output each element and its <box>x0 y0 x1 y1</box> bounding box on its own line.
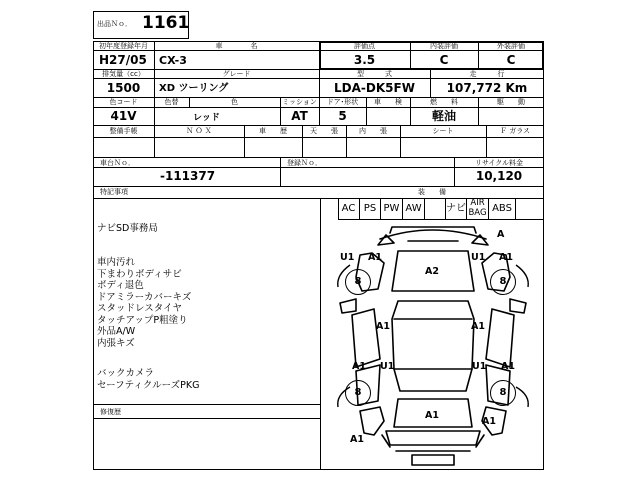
special-note: バックカメラ <box>97 368 155 379</box>
interior-score-label: 内装評価 <box>430 42 458 50</box>
damage-mark: A1 <box>368 252 382 263</box>
damage-mark: A1 <box>376 321 390 332</box>
interior-trim-label: 内 張 <box>359 127 387 135</box>
ceiling-label: 天 張 <box>310 127 338 135</box>
equipment-item: PW <box>381 199 403 219</box>
fuel-value: 軽油 <box>431 109 456 123</box>
glass-label: Ｆ ガラス <box>499 127 530 135</box>
equipment-item: AW <box>403 199 425 219</box>
equipment-item: PS <box>360 199 381 219</box>
tire-rear-left: 8 <box>345 380 371 406</box>
special-note: 外品A/W <box>97 326 136 337</box>
equipment-item <box>425 199 446 219</box>
mileage-label: 走 行 <box>469 70 505 78</box>
damage-mark: U1 <box>471 252 486 263</box>
damage-mark: A1 <box>471 321 485 332</box>
repair-history-label: 修復歴 <box>100 408 121 416</box>
interior-score-value: C <box>439 53 449 67</box>
special-note: セーフティクルーズPKG <box>97 379 200 391</box>
exterior-score-value: C <box>506 53 516 67</box>
equipment-label: 装 備 <box>418 188 446 196</box>
special-note: 下まわりボディサビ <box>97 268 182 280</box>
score-label: 評価点 <box>354 42 375 50</box>
damage-mark: U1 <box>340 252 355 263</box>
equipment-item: ナビ <box>446 199 467 219</box>
model-value: LDA-DK5FW <box>334 81 415 95</box>
doors-label: ドア･形状 <box>326 98 359 106</box>
tire-front-left: 8 <box>345 269 371 295</box>
special-note: ナビSD事務局 <box>97 223 158 234</box>
chassis-no-label: 車台Ｎｏ． <box>100 159 135 167</box>
mission-label: ミッション <box>282 98 317 106</box>
score-value: 3.5 <box>353 53 376 67</box>
history-label: 車 歴 <box>259 127 287 135</box>
color-code-label: 色コード <box>109 98 138 106</box>
lot-number: 1161 <box>142 13 190 33</box>
chassis-no-value: -111377 <box>160 169 216 183</box>
drive-label: 駆 動 <box>497 98 525 106</box>
tire-rear-right: 8 <box>490 380 516 406</box>
manual-label: 整備手帳 <box>109 127 138 135</box>
special-notes-label: 特記事項 <box>100 188 128 196</box>
displacement-value: 1500 <box>106 81 141 95</box>
damage-mark: A1 <box>482 416 496 427</box>
mission-value: AT <box>291 109 308 123</box>
displacement-label: 排気量（cc） <box>102 70 145 78</box>
mileage-value: 107,772 Km <box>446 81 528 95</box>
tire-front-right: 8 <box>490 269 516 295</box>
first-reg-value: H27/05 <box>99 53 147 67</box>
model-label: 型 式 <box>357 70 392 78</box>
inspection-label: 車 検 <box>374 98 402 106</box>
doors-value: 5 <box>338 109 347 123</box>
lot-number-label: 出品Ｎｏ． <box>97 20 132 28</box>
damage-mark: U1 <box>472 361 487 372</box>
seat-label: シート <box>432 127 454 135</box>
special-note: 車内汚れ <box>97 257 136 268</box>
car-name-label: 車 名 <box>215 42 258 50</box>
special-note: タッチアップP粗塗り <box>97 314 188 326</box>
reg-no-label: 登録Ｎｏ． <box>287 159 322 167</box>
exterior-score-label: 外装評価 <box>497 42 525 50</box>
color-change-label: 色替 <box>164 98 179 106</box>
recycle-value: 10,120 <box>475 169 523 183</box>
damage-mark: A2 <box>425 266 439 277</box>
color-value: レッド <box>193 113 220 123</box>
damage-mark: A1 <box>352 361 366 372</box>
first-reg-label: 初年度登録年月 <box>99 42 148 50</box>
equipment-item: ABS <box>489 199 516 219</box>
car-name-value: CX-3 <box>159 54 187 67</box>
special-note: スタッドレスタイヤ <box>97 303 183 314</box>
damage-mark: U1 <box>380 361 395 372</box>
damage-mark: A1 <box>350 434 364 445</box>
recycle-label: リサイクル料金 <box>474 159 524 167</box>
equipment-item: AC <box>338 199 360 219</box>
special-note: ドアミラーカバーキズ <box>97 291 192 303</box>
nox-label: Ｎ Ｏ Ｘ <box>186 127 212 135</box>
damage-mark: A1 <box>499 252 513 263</box>
color-label: 色 <box>231 98 238 106</box>
grade-label: グレード <box>222 70 251 78</box>
grade-value: XD ツーリング <box>159 83 229 94</box>
damage-mark: A1 <box>501 361 515 372</box>
damage-mark: A <box>497 229 505 240</box>
special-note: 内張キズ <box>97 337 135 349</box>
fuel-label: 燃 料 <box>430 98 458 106</box>
equipment-item: AIR BAG <box>467 199 489 219</box>
special-note: ボディ退色 <box>97 280 144 291</box>
damage-mark: A1 <box>425 410 439 421</box>
color-code-value: 41V <box>110 109 137 123</box>
